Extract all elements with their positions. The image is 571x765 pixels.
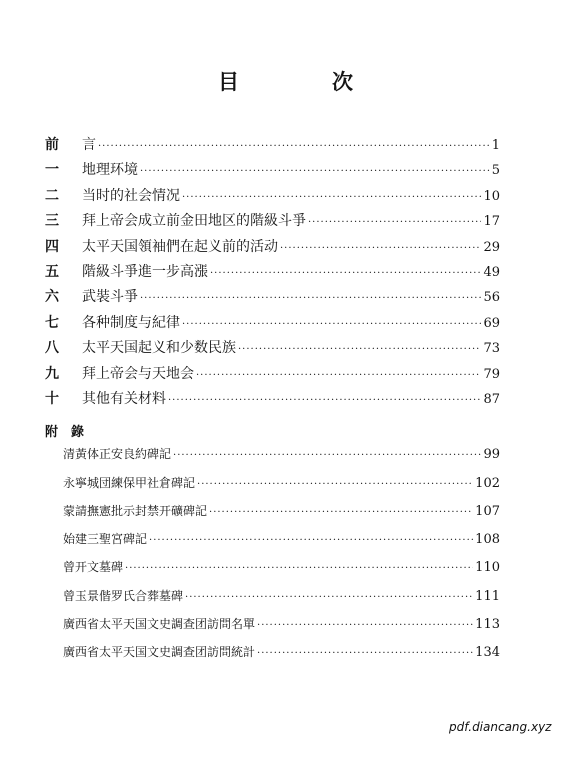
entry-title: 其他有关材料 bbox=[82, 390, 166, 407]
dot-leader bbox=[168, 395, 481, 406]
dot-leader bbox=[196, 370, 481, 381]
dot-leader bbox=[257, 648, 473, 659]
page-number: 99 bbox=[483, 447, 500, 463]
toc-entry bbox=[63, 530, 500, 558]
chapter-number: 四 bbox=[45, 238, 59, 255]
toc-entry bbox=[45, 236, 500, 261]
page-number: 73 bbox=[483, 341, 500, 357]
toc-entry bbox=[63, 643, 500, 671]
dot-leader bbox=[98, 141, 490, 152]
entry-title: 武裝斗爭 bbox=[82, 289, 138, 306]
page-number: 113 bbox=[475, 617, 500, 633]
dot-leader bbox=[140, 166, 490, 177]
page-number: 1 bbox=[491, 138, 500, 153]
page-number: 56 bbox=[483, 290, 500, 306]
toc-entry bbox=[45, 312, 500, 337]
dot-leader bbox=[197, 479, 473, 490]
page-title: 目 次 bbox=[218, 70, 389, 94]
chapter-number: 一 bbox=[45, 162, 59, 179]
chapter-number: 八 bbox=[45, 340, 59, 357]
entry-title: 清黃体正安良約碑記 bbox=[63, 447, 172, 462]
dot-leader bbox=[238, 344, 481, 355]
toc-entry bbox=[45, 363, 500, 388]
page-number: 107 bbox=[475, 503, 500, 519]
toc-entry bbox=[45, 286, 500, 311]
page-number: 69 bbox=[483, 315, 500, 331]
toc-entry bbox=[63, 587, 500, 615]
entry-title: 言 bbox=[82, 137, 96, 153]
entry-title: 曾玉景偕罗氏合葬墓碑 bbox=[63, 588, 184, 603]
table-of-contents bbox=[45, 134, 500, 672]
entry-title: 廣西省太平天国文史調查团訪問統計 bbox=[63, 645, 256, 660]
entry-title: 始建三聖宮碑記 bbox=[63, 532, 148, 547]
toc-entry bbox=[45, 185, 500, 210]
page-number: 111 bbox=[475, 588, 500, 604]
entry-title: 階級斗爭進一步高漲 bbox=[82, 263, 208, 280]
toc-entry bbox=[63, 502, 500, 530]
dot-leader bbox=[182, 192, 481, 203]
page-number: 87 bbox=[483, 391, 500, 407]
toc-entry bbox=[63, 474, 500, 502]
dot-leader bbox=[210, 268, 481, 279]
entry-title: 地理环境 bbox=[82, 162, 138, 179]
dot-leader bbox=[185, 592, 473, 603]
dot-leader bbox=[308, 217, 481, 228]
dot-leader bbox=[140, 293, 481, 304]
page-number: 5 bbox=[491, 163, 500, 179]
toc-entry bbox=[45, 159, 500, 184]
entry-title: 拜上帝会与天地会 bbox=[82, 365, 194, 382]
entry-title: 太平天国起义和少数民族 bbox=[82, 340, 236, 357]
dot-leader bbox=[257, 620, 473, 631]
entry-title: 廣西省太平天国文史調查团訪問名單 bbox=[63, 617, 256, 632]
chapter-number: 五 bbox=[45, 263, 59, 280]
page-number: 79 bbox=[483, 366, 500, 382]
appendix-list bbox=[63, 445, 500, 671]
dot-leader bbox=[173, 450, 481, 461]
entry-title: 拜上帝会成立前金田地区的階級斗爭 bbox=[82, 213, 306, 230]
page-number: 108 bbox=[475, 532, 500, 548]
toc-entry bbox=[45, 210, 500, 235]
toc-entry bbox=[63, 445, 500, 473]
page-number: 110 bbox=[475, 560, 500, 576]
chapter-number: 六 bbox=[45, 289, 59, 306]
entry-title: 太平天国領袖們在起义前的活动 bbox=[82, 238, 278, 255]
chapter-number: 二 bbox=[45, 187, 59, 204]
appendix-heading: 附 錄 bbox=[45, 424, 85, 440]
page-number: 17 bbox=[483, 214, 500, 230]
chapter-number: 前 bbox=[45, 137, 59, 153]
chapter-number: 七 bbox=[45, 314, 59, 331]
dot-leader bbox=[209, 507, 473, 518]
page-number: 49 bbox=[483, 264, 500, 280]
chapter-list bbox=[45, 134, 500, 413]
page-number: 29 bbox=[483, 239, 500, 255]
entry-title: 蒙請撫憲批示封禁开礦碑記 bbox=[63, 503, 208, 518]
toc-entry bbox=[45, 337, 500, 362]
entry-title: 永寧城団練保甲社倉碑記 bbox=[63, 475, 196, 490]
toc-entry bbox=[45, 261, 500, 286]
toc-entry bbox=[45, 134, 500, 159]
chapter-number: 九 bbox=[45, 365, 59, 382]
dot-leader bbox=[149, 535, 473, 546]
page-number: 102 bbox=[475, 475, 500, 491]
toc-entry bbox=[45, 388, 500, 413]
entry-title: 当时的社会情况 bbox=[82, 187, 180, 204]
page-number: 10 bbox=[483, 188, 500, 204]
dot-leader bbox=[125, 563, 473, 574]
entry-title: 各种制度与紀律 bbox=[82, 314, 180, 331]
page-number: 134 bbox=[475, 645, 500, 661]
toc-entry bbox=[63, 615, 500, 643]
chapter-number: 十 bbox=[45, 390, 59, 407]
toc-entry bbox=[63, 558, 500, 586]
dot-leader bbox=[280, 243, 481, 254]
entry-title: 曾开文墓碑 bbox=[63, 560, 124, 575]
chapter-number: 三 bbox=[45, 213, 59, 230]
dot-leader bbox=[182, 319, 481, 330]
watermark-text: pdf.diancang.xyz bbox=[449, 720, 552, 734]
